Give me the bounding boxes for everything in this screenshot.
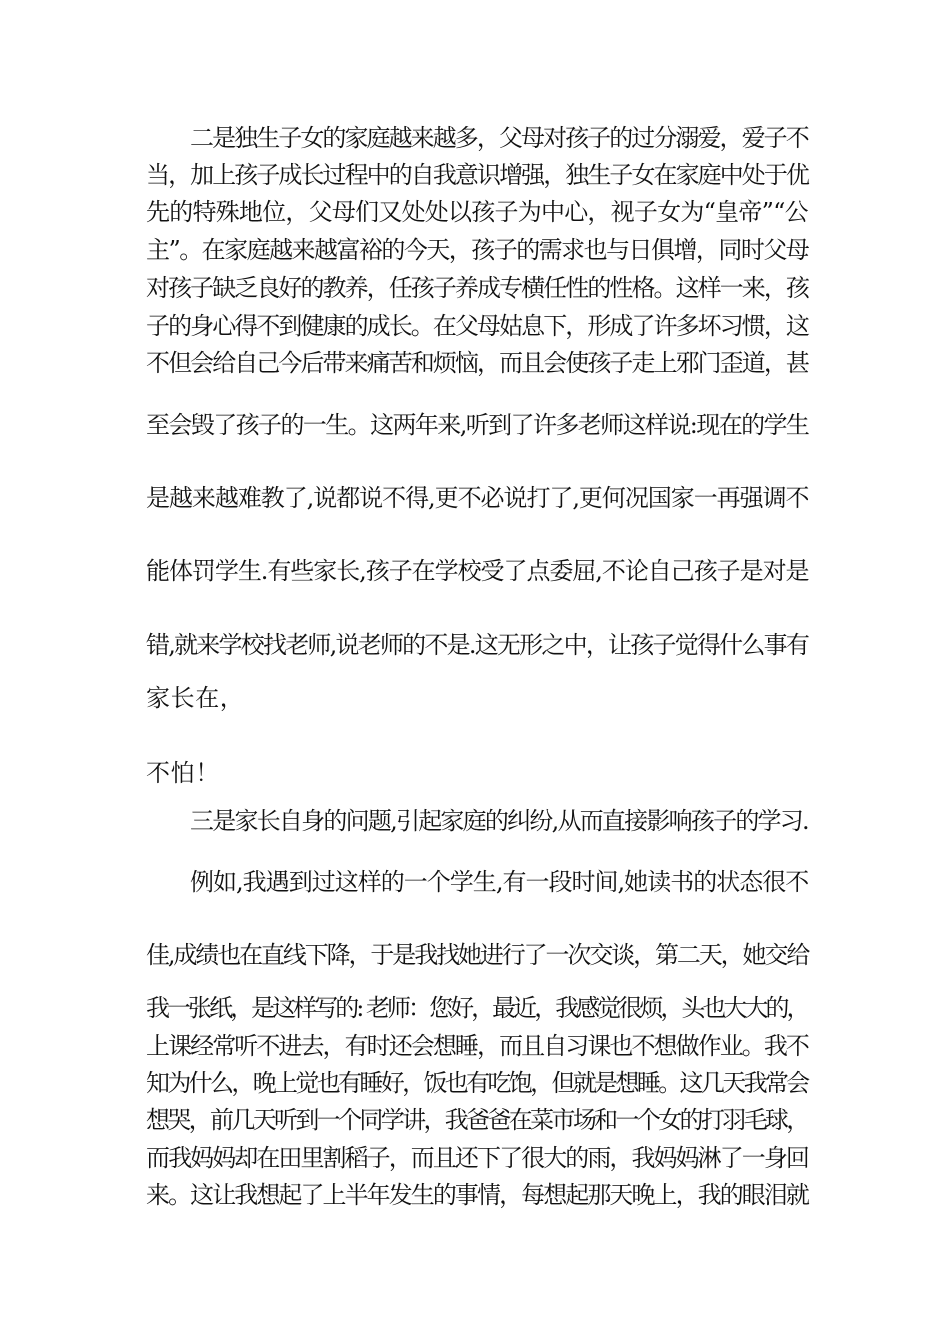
text-line: 来。这让我想起了上半年发生的事情，每想起那天晚上，我的眼泪就 <box>146 1181 808 1209</box>
text-line: 家长在， <box>146 684 245 712</box>
text-line: 不怕！ <box>146 759 220 787</box>
text-line: 子的身心得不到健康的成长。在父母姑息下，形成了许多坏习惯，这 <box>146 312 808 340</box>
text-line: 知为什么，晚上觉也有睡好，饭也有吃饱，但就是想睡。这几天我常会 <box>146 1069 808 1097</box>
text-line: 二是独生子女的家庭越来越多，父母对孩子的过分溺爱，爱子不 <box>190 124 808 152</box>
text-line: 当，加上孩子成长过程中的自我意识增强，独生子女在家庭中处于优 <box>146 161 808 189</box>
text-line: 我一张纸，是这样写的: 老师：您好，最近，我感觉很烦，头也大大的， <box>146 994 808 1022</box>
text-line: 而我妈妈却在田里割稻子，而且还下了很大的雨，我妈妈淋了一身回 <box>146 1144 808 1172</box>
text-line: 三是家长自身的问题,引起家庭的纠纷,从而直接影响孩子的学习. <box>190 807 808 835</box>
text-line: 想哭，前几天听到一个同学讲，我爸爸在菜市场和一个女的打羽毛球， <box>146 1106 808 1134</box>
text-line: 先的特殊地位，父母们又处处以孩子为中心，视子女为“皇帝”“公 <box>146 198 808 226</box>
text-line: 主”。在家庭越来越富裕的今天，孩子的需求也与日俱增，同时父母 <box>146 236 809 264</box>
text-line: 不但会给自己今后带来痛苦和烦恼，而且会使孩子走上邪门歪道，甚 <box>146 349 808 377</box>
text-line: 佳,成绩也在直线下降，于是我找她进行了一次交谈，第二天，她交给 <box>146 941 809 969</box>
text-line: 是越来越难教了,说都说不得,更不必说打了,更何况国家一再强调不 <box>146 484 809 512</box>
text-line: 至会毁了孩子的一生。这两年来,听到了许多老师这样说:现在的学生 <box>146 411 809 439</box>
text-line: 错,就来学校找老师,说老师的不是.这无形之中，让孩子觉得什么事有 <box>146 631 809 659</box>
text-line: 例如,我遇到过这样的一个学生,有一段时间,她读书的状态很不 <box>190 868 809 896</box>
text-line: 能体罚学生.有些家长,孩子在学校受了点委屈,不论自己孩子是对是 <box>146 557 809 585</box>
text-line: 对孩子缺乏良好的教养，任孩子养成专横任性的性格。这样一来，孩 <box>146 274 808 302</box>
text-line: 上课经常听不进去，有时还会想睡，而且自习课也不想做作业。我不 <box>146 1032 808 1060</box>
